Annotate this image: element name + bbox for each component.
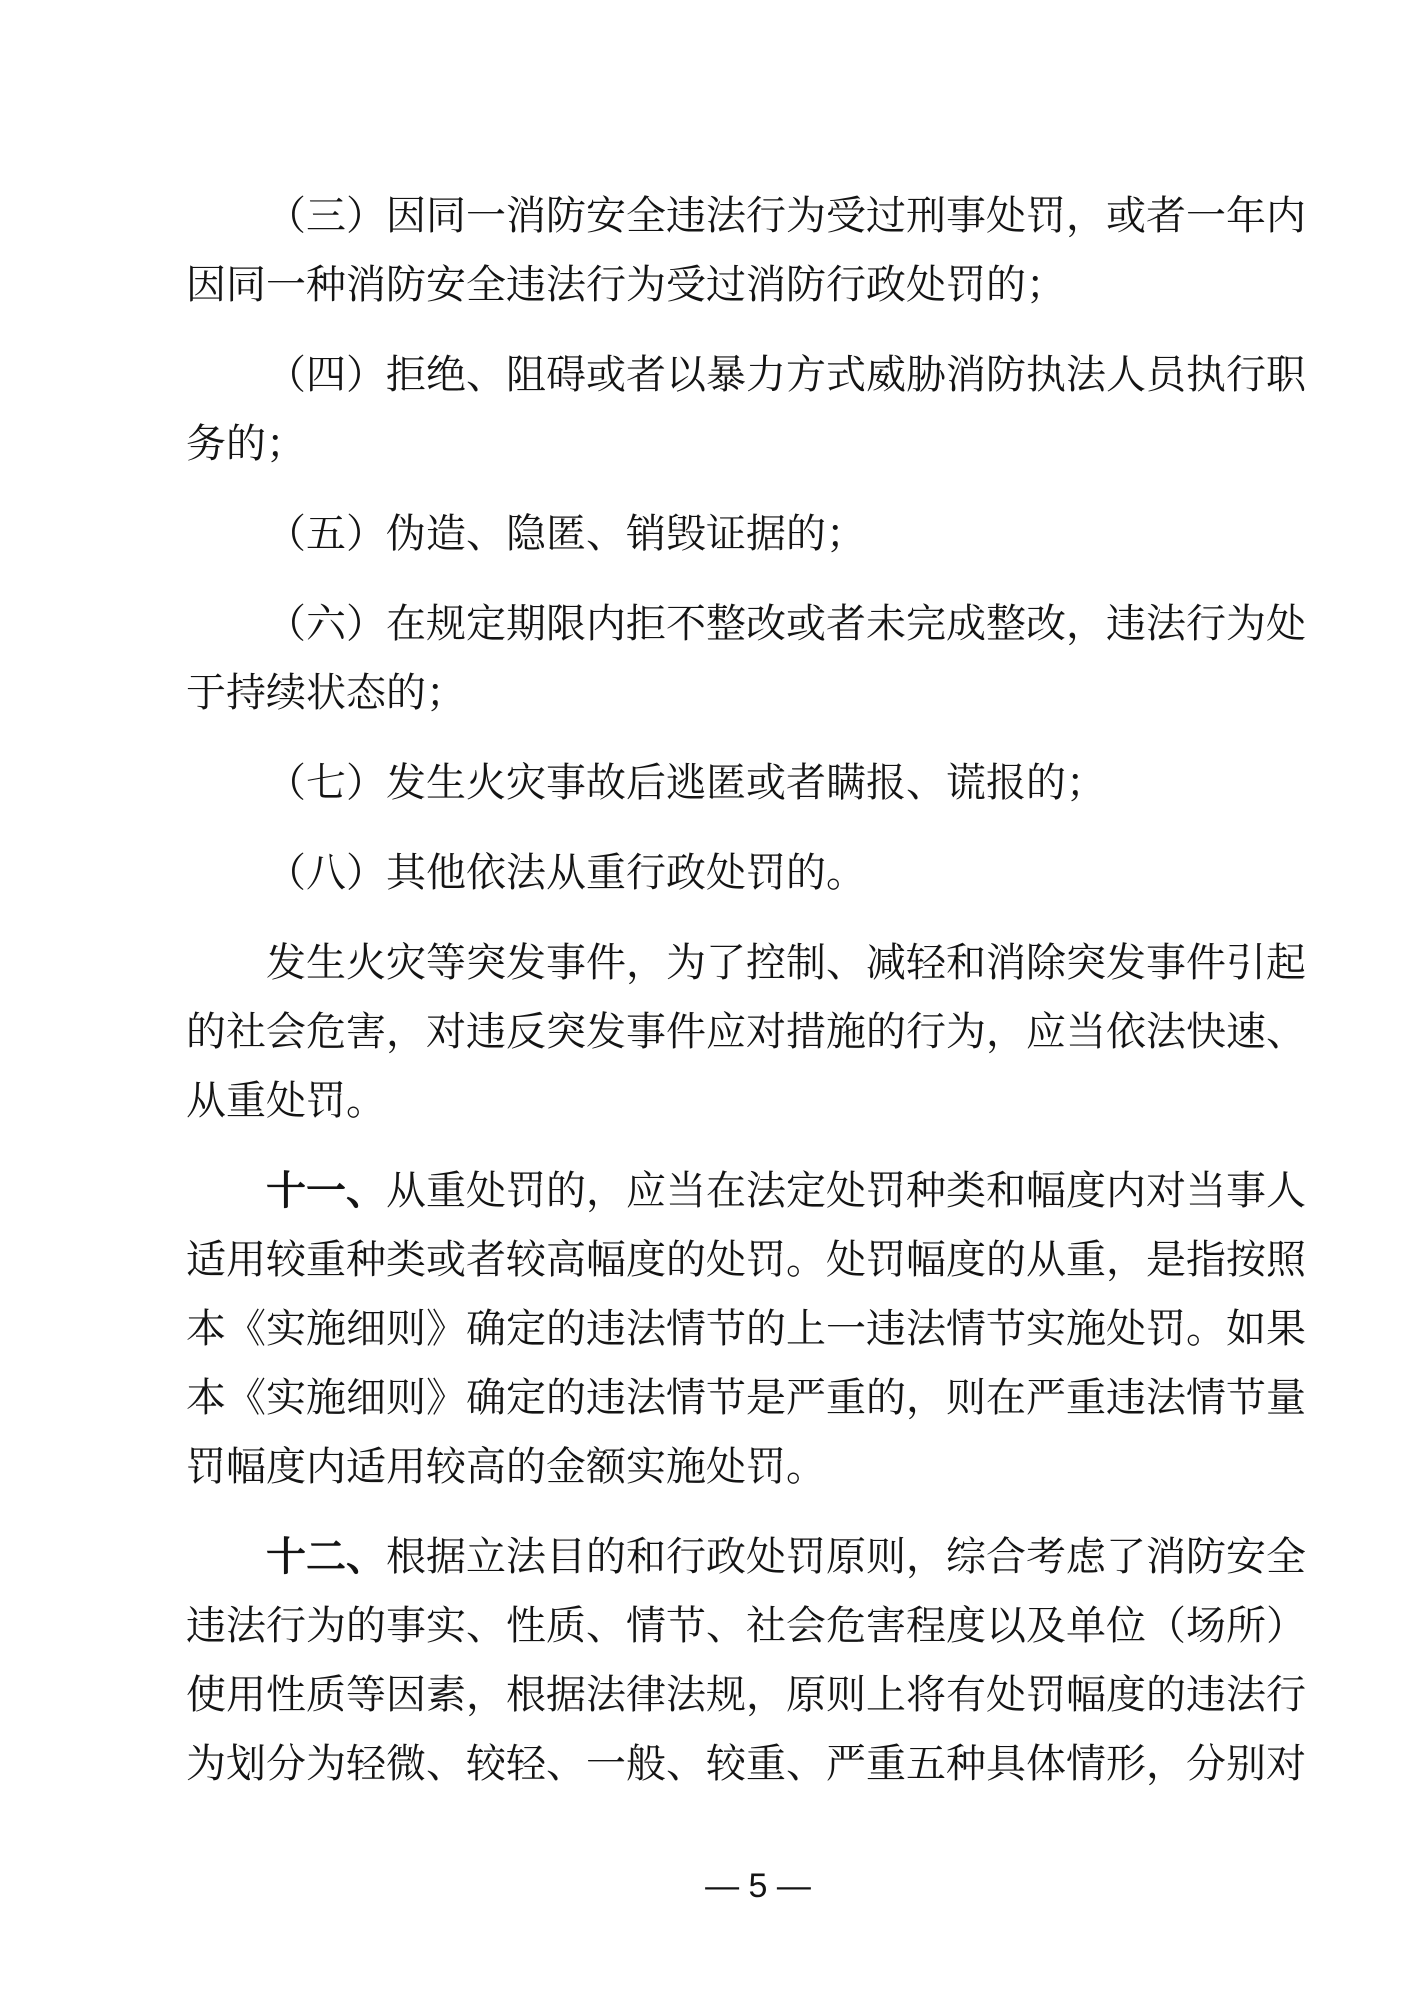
text-line [186,1522,1306,1591]
text-line [186,1225,1306,1294]
line-text: （七）发生火灾事故后逃匿或者瞒报、谎报的； [266,760,1106,805]
text-line [186,589,1306,658]
text-line [186,409,1306,478]
text-line [186,1660,1306,1729]
line-text: （三）因同一消防安全违法行为受过刑事处罚，或者一年内 [266,193,1306,238]
line-text: （八）其他依法从重行政处罚的。 [266,850,866,895]
line-text: 本《实施细则》确定的违法情节的上一违法情节实施处罚。如果 [186,1306,1306,1351]
text-line [186,1066,1306,1135]
text-line [186,499,1306,568]
text-line [186,1591,1306,1660]
line-text: 务的； [186,421,306,466]
text-line [186,838,1306,907]
item-number-bold: 十二、 [266,1535,386,1579]
line-text: 本《实施细则》确定的违法情节是严重的，则在严重违法情节量 [186,1375,1306,1420]
text-line [186,1363,1306,1432]
line-text: 违法行为的事实、性质、情节、社会危害程度以及单位（场所） [186,1603,1306,1648]
item-number-bold: 十一、 [266,1169,386,1213]
text-line [186,928,1306,997]
text-line [186,748,1306,817]
line-text: （五）伪造、隐匿、销毁证据的； [266,511,866,556]
line-text: 于持续状态的； [186,670,466,715]
line-text: 发生火灾等突发事件，为了控制、减轻和消除突发事件引起 [266,940,1306,985]
page-number: — 5 — [705,1867,811,1905]
document-body [186,181,1306,1798]
line-text: 从重处罚的，应当在法定处罚种类和幅度内对当事人 [386,1168,1306,1213]
text-line [186,181,1306,250]
text-line [186,1432,1306,1501]
text-line [186,1156,1306,1225]
text-line [186,1729,1306,1798]
line-text: （四）拒绝、阻碍或者以暴力方式威胁消防执法人员执行职 [266,352,1306,397]
line-text: 根据立法目的和行政处罚原则，综合考虑了消防安全 [386,1534,1306,1579]
line-text: 使用性质等因素，根据法律法规，原则上将有处罚幅度的违法行 [186,1672,1306,1717]
text-line [186,658,1306,727]
line-text: 罚幅度内适用较高的金额实施处罚。 [186,1444,826,1489]
line-text: 为划分为轻微、较轻、一般、较重、严重五种具体情形，分别对 [186,1741,1306,1786]
line-text: 因同一种消防安全违法行为受过消防行政处罚的； [186,262,1066,307]
text-line [186,997,1306,1066]
line-text: 适用较重种类或者较高幅度的处罚。处罚幅度的从重，是指按照 [186,1237,1306,1282]
line-text: 的社会危害，对违反突发事件应对措施的行为，应当依法快速、 [186,1009,1306,1054]
line-text: 从重处罚。 [186,1078,386,1123]
line-text: （六）在规定期限内拒不整改或者未完成整改，违法行为处 [266,601,1306,646]
text-line [186,340,1306,409]
text-line [186,250,1306,319]
text-line [186,1294,1306,1363]
